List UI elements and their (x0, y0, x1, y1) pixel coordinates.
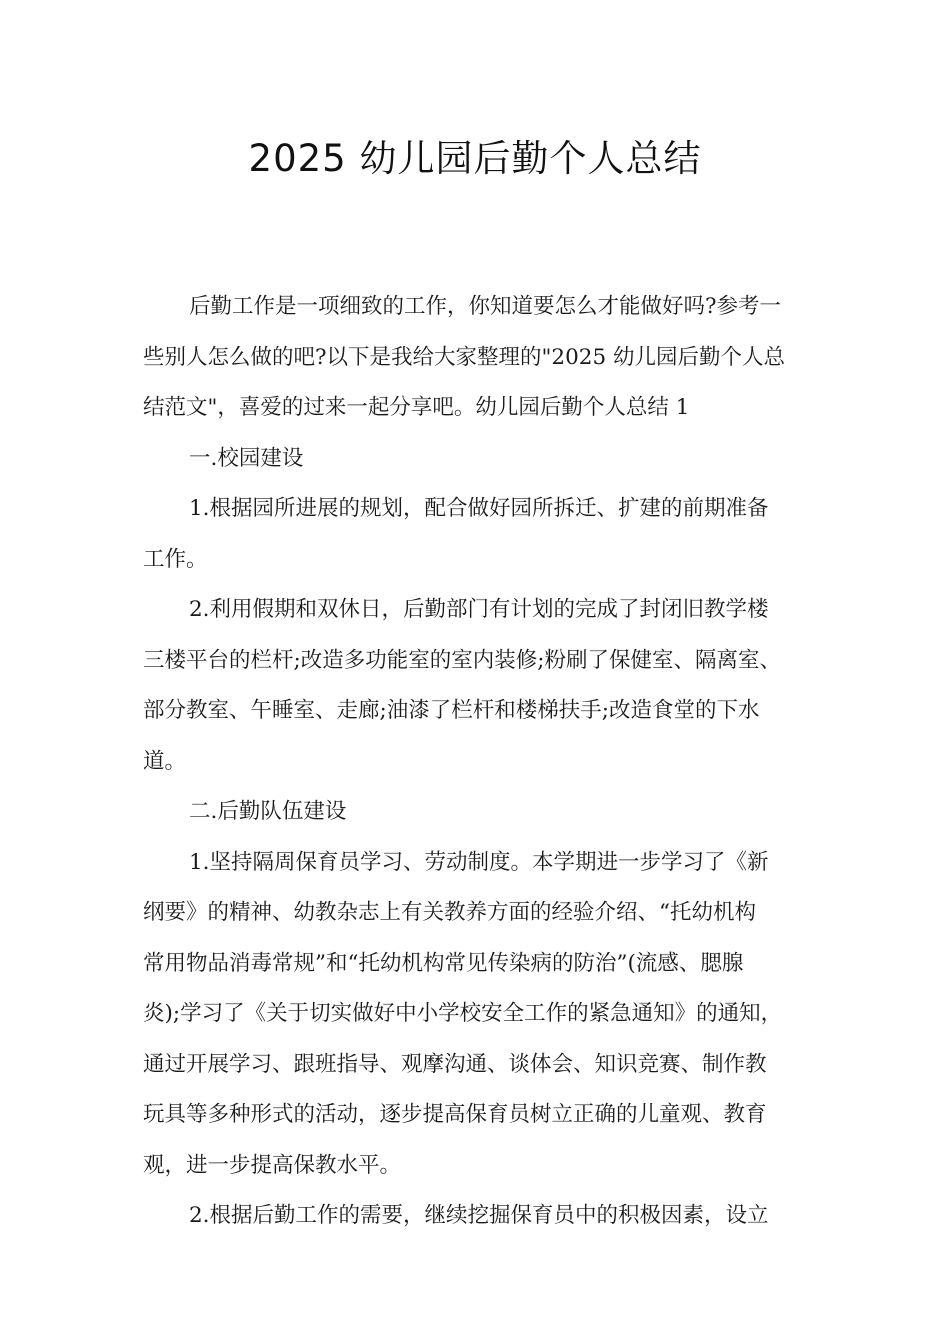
paragraph-line: 三楼平台的栏杆;改造多功能室的室内装修;粉刷了保健室、隔离室、 (143, 647, 781, 673)
paragraph-line: 常用物品消毒常规”和“托幼机构常见传染病的防治”(流感、腮腺 (143, 950, 744, 976)
paragraph-line: 部分教室、午睡室、走廊;油漆了栏杆和楼梯扶手;改造食堂的下水 (143, 698, 760, 723)
paragraph-line: 2.根据后勤工作的需要，继续挖掘保育员中的积极因素，设立 (189, 1203, 769, 1228)
paragraph-line: 道。 (143, 748, 187, 774)
paragraph-line: 结范文"，喜爱的过来一起分享吧。幼儿园后勤个人总结 1 (143, 395, 690, 420)
paragraph-line: 通过开展学习、跟班指导、观摩沟通、谈体会、知识竞赛、制作教 (143, 1051, 767, 1077)
paragraph-line: 纲要》的精神、幼教杂志上有关教养方面的经验介绍、“托幼机构 (143, 900, 756, 925)
paragraph-line: 2.利用假期和双休日，后勤部门有计划的完成了封闭旧教学楼 (189, 597, 769, 622)
paragraph-line: 1.坚持隔周保育员学习、劳动制度。本学期进一步学习了《新 (189, 849, 769, 875)
document-body (143, 282, 823, 1242)
section-heading: 二.后勤队伍建设 (189, 799, 347, 824)
paragraph-line: 后勤工作是一项细致的工作，你知道要怎么才能做好吗?参考一 (189, 294, 782, 319)
paragraph-line: 观，进一步提高保教水平。 (143, 1152, 402, 1178)
paragraph-line: 1.根据园所进展的规划，配合做好园所拆迁、扩建的前期准备 (189, 496, 769, 521)
document-title: 2025 幼儿园后勤个人总结 (248, 137, 702, 180)
paragraph-line: 炎);学习了《关于切实做好中小学校安全工作的紧急通知》的通知， (143, 1001, 783, 1026)
paragraph-line: 玩具等多种形式的活动，逐步提高保育员树立正确的儿童观、教育 (143, 1102, 767, 1127)
paragraph-line: 工作。 (143, 546, 208, 572)
paragraph-line: 些别人怎么做的吧?以下是我给大家整理的"2025 幼儿园后勤个人总 (143, 344, 785, 370)
section-heading: 一.校园建设 (189, 445, 304, 471)
